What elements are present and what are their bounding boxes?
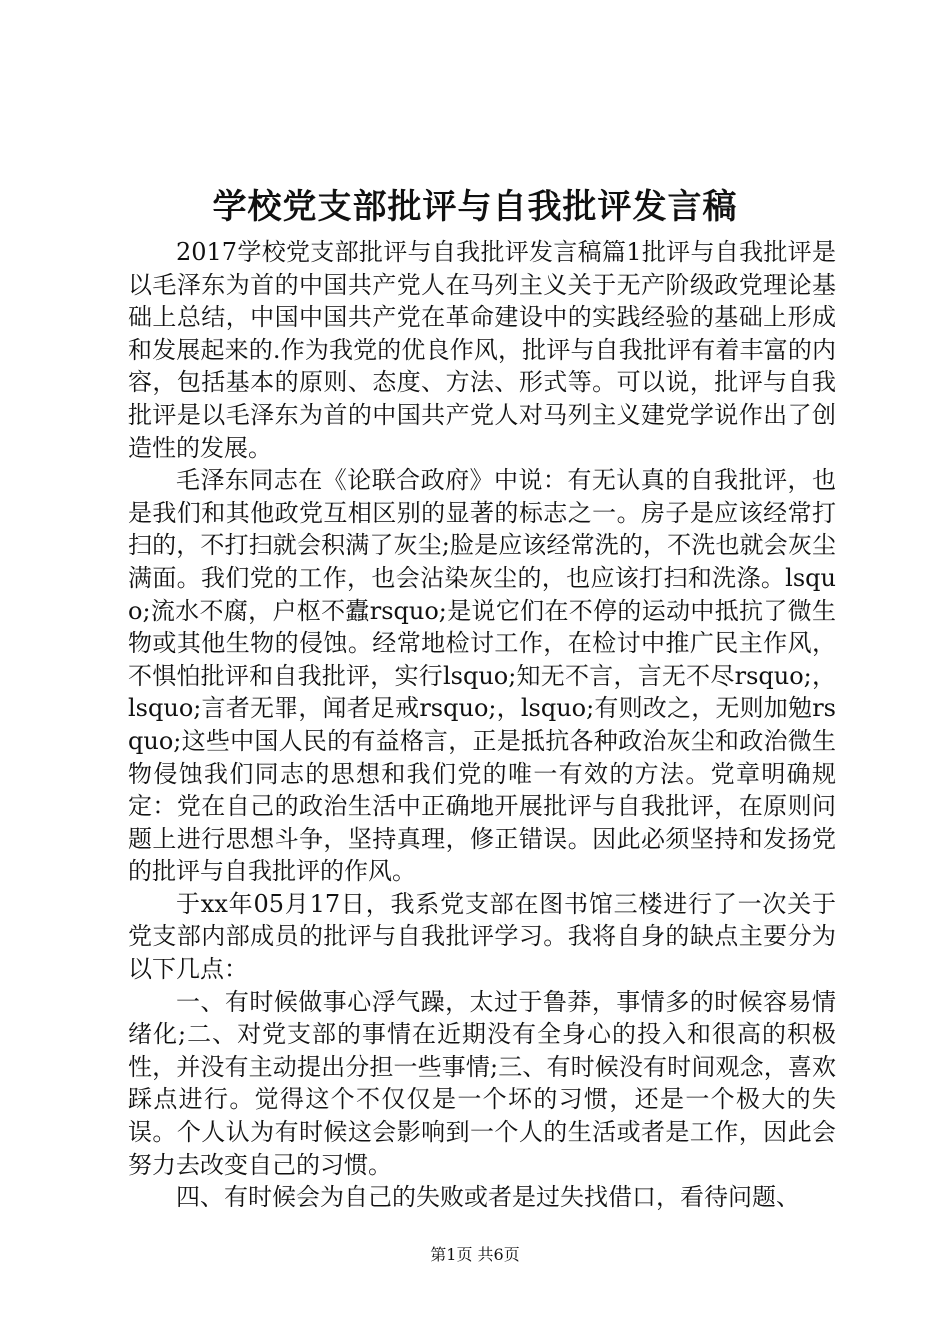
paragraph-3: 于xx年05月17日，我系党支部在图书馆三楼进行了一次关于党支部内部成员的批评与自我批评学习。我将自身的缺点主要分为以下几点： [128, 889, 836, 984]
paragraph-1: 2017学校党支部批评与自我批评发言稿篇1批评与自我批评是以毛泽东为首的中国共产党人在马列主义关于无产阶级政党理论基础上总结，中国中国共产党在革命建设中的实践经验的基础上形成和发展起来的.作为我党的优良作风，批评与自我批评有着丰富的内容，包括基本的原则、态度、方法、形式等。可以说，批评与自我批评是以毛泽东为首的中国共产党人对马列主义建党学说作出了创造性的发展。 [128, 238, 836, 462]
paragraph-4: 一、有时候做事心浮气躁，太过于鲁莽，事情多的时候容易情绪化;二、对党支部的事情在近期没有全身心的投入和很高的积极性，并没有主动提出分担一些事情;三、有时候没有时间观念，喜欢踩点进行。觉得这个不仅仅是一个坏的习惯，还是一个极大的失误。个人认为有时候这会影响到一个人的生活或者是工作，因此会努力去改变自己的习惯。 [128, 987, 836, 1179]
document-title: 学校党支部批评与自我批评发言稿 [212, 187, 738, 227]
paragraph-2: 毛泽东同志在《论联合政府》中说：有无认真的自我批评，也是我们和其他政党互相区别的显著的标志之一。房子是应该经常打扫的，不打扫就会积满了灰尘;脸是应该经常洗的，不洗也就会灰尘满面。我们党的工作，也会沾染灰尘的，也应该打扫和洗涤。lsquo;流水不腐，户枢不蠹rsquo;是说它们在不停的运动中抵抗了微生物或其他生物的侵蚀。经常地检讨工作，在检讨中推广民主作风，不惧怕批评和自我批评，实行lsquo;知无不言，言无不尽rsquo;，lsquo;言者无罪，闻者足戒rsquo;，lsquo;有则改之，无则加勉rsquo;这些中国人民的有益格言，正是抵抗各种政治灰尘和政治微生物侵蚀我们同志的思想和我们党的唯一有效的方法。党章明确规定：党在自己的政治生活中正确地开展批评与自我批评，在原则问题上进行思想斗争，坚持真理，修正错误。因此必须坚持和发扬党的批评与自我批评的作风。 [128, 466, 836, 886]
page-number-footer: 第1页 共6页 [430, 1245, 520, 1264]
document-body [128, 236, 836, 1214]
paragraph-5: 四、有时候会为自己的失败或者是过失找借口，看待问题、 [176, 1183, 800, 1212]
